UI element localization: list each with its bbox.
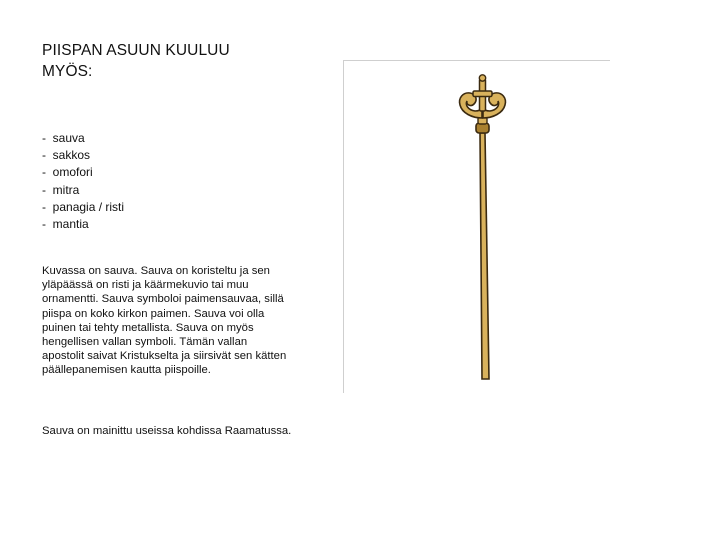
- list-item: - panagia / risti: [42, 199, 124, 216]
- staff-illustration: [343, 60, 610, 393]
- title-line-1: PIISPAN ASUUN KUULUU: [42, 42, 230, 59]
- description-paragraph: Kuvassa on sauva. Sauva on koristeltu ja sen yläpäässä on risti ja käärmekuvio tai muu ornamentti. Sauva symboloi paimensauvaa, sillä piispa on koko kirkon paimen. Sauva voi olla puinen tai tehty metallista. Sauva on myös hengellisen vallan symboli. Tämän vallan apostolit saivat Kristukselta ja siirsivät sen kätten päällepanemisen kautta piispoille.: [42, 265, 287, 377]
- list-item: - mantia: [42, 216, 124, 233]
- staff-cross-knob: [479, 75, 485, 81]
- list-item: - sauva: [42, 130, 124, 147]
- bishop-staff-icon: [344, 61, 609, 392]
- list-item: - mitra: [42, 182, 124, 199]
- list-item: - omofori: [42, 164, 124, 181]
- staff-cross-bar: [473, 91, 492, 97]
- staff-shaft: [480, 133, 489, 379]
- slide-title: [42, 40, 312, 82]
- vestment-list: [42, 130, 124, 233]
- list-item: - sakkos: [42, 147, 124, 164]
- scripture-note-paragraph: Sauva on mainittu useissa kohdissa Raamatussa.: [42, 425, 292, 437]
- title-line-2: MYÖS:: [42, 63, 93, 80]
